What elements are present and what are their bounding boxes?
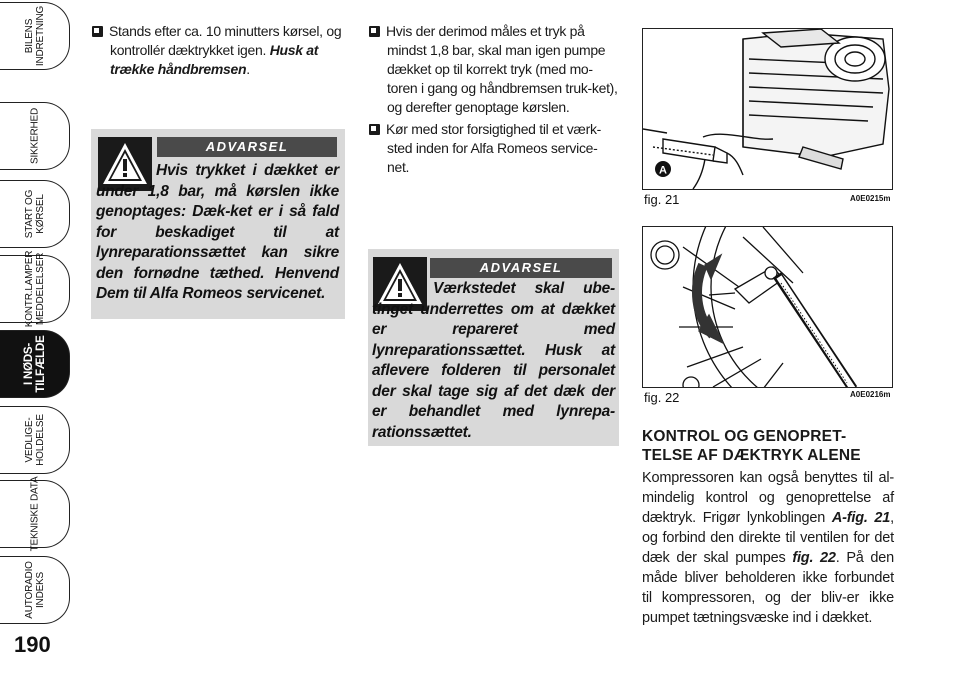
checkbox-bullet-icon	[92, 26, 103, 37]
bullet-text: Stands efter ca. 10 minutters kørsel, og kontrollér dæktrykket igen.	[109, 23, 342, 58]
bullet-end: .	[246, 61, 250, 77]
figure-reference: A-fig. 21	[831, 510, 891, 526]
figure-22-label: fig. 22	[644, 390, 680, 405]
figure-wheel	[642, 226, 893, 388]
tab-label: I NØDS- TILFÆLDE	[22, 335, 47, 393]
tab-sikkerhed[interactable]	[0, 102, 70, 170]
tab-label: VEDLIGE- HOLDELSE	[23, 414, 46, 466]
paragraph-text: , og forbind den direkte til ventilen for det dæk der skal pumpes	[642, 510, 895, 566]
tab-label: TEKNISKE DATA	[29, 476, 40, 552]
tab-label: KONTR.LAMPER MEDDELELSER	[23, 250, 46, 328]
tab-autoradio-indeks[interactable]	[0, 556, 70, 624]
warning-text: Værkstedet skal ube-tinget underrettes om at dækket er repareret med lynreparationssættet. Husk at aflevere folderen til personalet der skal tage sig af det dæk der er behandlet med lynrepa-rationssættet.	[372, 280, 615, 441]
tab-label: START OG KØRSEL	[23, 189, 46, 239]
section-tabs	[0, 0, 72, 677]
warning-box-pressure	[91, 129, 345, 319]
section-heading: KONTROL OG GENOPRET-TELSE AF DÆKTRYK ALENE	[642, 428, 861, 464]
figure-21-code: A0E0215m	[850, 194, 891, 203]
paragraph-text: Kompressoren kan også benyttes til al-mindelig kontrol og genoprettelse af dæktryk. Frigør lynkoblingen	[642, 470, 894, 526]
checkbox-bullet-icon	[369, 124, 380, 135]
bullet-text: Hvis der derimod måles et tryk på mindst 1,8 bar, skal man igen pumpe dækket op til korrekt tryk (med mo-toren i gang og håndbremsen truk-ket), og derefter genoptage kørslen.	[386, 23, 618, 115]
marker-a-label: A	[659, 164, 667, 177]
figure-compressor	[642, 28, 893, 190]
bullet-text: Kør med stor forsigtighed til et værk-sted inden for Alfa Romeos service-net.	[386, 121, 601, 175]
bullet-check-pressure	[92, 22, 345, 79]
tab-label: SIKKERHED	[29, 108, 40, 164]
tab-start-og-korsel[interactable]	[0, 180, 70, 248]
tab-tekniske-data[interactable]	[0, 476, 70, 552]
wheel-valve-illustration	[643, 227, 893, 388]
tab-bilens-indretning[interactable]	[0, 2, 70, 70]
paragraph-text: . På den måde bliver beholderen ikke forbundet til kompressoren, og der bliv-er ikke pumpet tætningsvæske ind i dækket.	[642, 550, 894, 626]
bullet-bold-text: Husk at trække håndbremsen	[110, 42, 319, 77]
bullet-pressure-ok	[369, 22, 619, 117]
checkbox-bullet-icon	[369, 26, 380, 37]
middle-column	[369, 22, 619, 177]
warning-box-workshop	[368, 249, 619, 446]
section-paragraph	[642, 468, 894, 628]
figure-22-code: A0E0216m	[850, 390, 891, 399]
figure-reference: fig. 22	[792, 550, 836, 566]
compressor-illustration	[643, 29, 893, 190]
tab-vedligeholdelse[interactable]	[0, 406, 70, 474]
left-column	[92, 22, 345, 79]
tab-label: BILENS INDRETNING	[23, 5, 46, 67]
tab-i-nodstilfaelde[interactable]	[0, 330, 70, 398]
bullet-drive-carefully	[369, 120, 619, 177]
warning-text: Hvis trykket i dækket er under 1,8 bar, må kørslen ikke genoptages: Dæk-ket er i så fald for beskadiget til at lynreparationssættet kan sikre den fornødne tæthed. Henvend Dem til Alfa Romeos servicenet.	[96, 162, 339, 302]
page-number: 190	[14, 632, 51, 657]
figure-21-label: fig. 21	[644, 192, 680, 207]
warning-badge: ADVARSEL	[157, 137, 337, 157]
tab-kontrollamper[interactable]	[0, 250, 70, 328]
warning-badge: ADVARSEL	[430, 258, 612, 278]
tab-label: AUTORADIO INDEKS	[23, 561, 46, 619]
